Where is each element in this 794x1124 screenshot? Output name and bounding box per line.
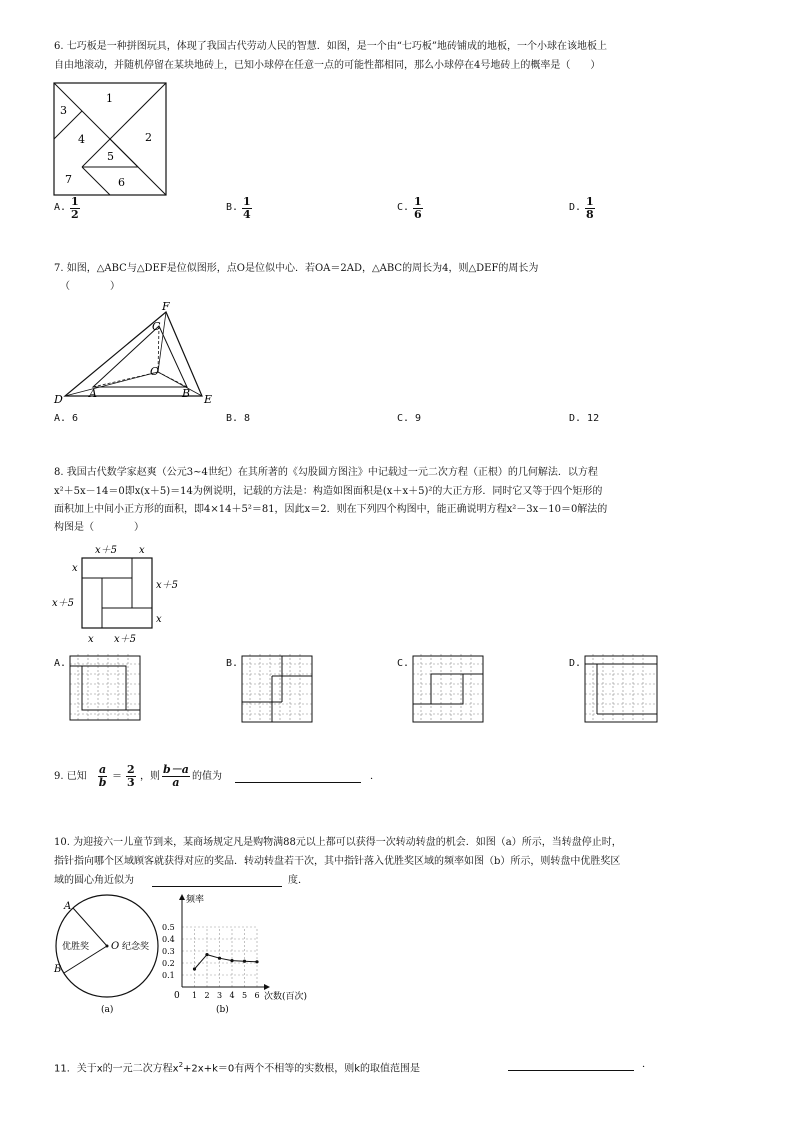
- q6-text-line2: 自由地滚动，并随机停留在某块地砖上，已知小球停在任意一点的可能性都相同，那么小球停在4号地砖上的概率是（ ）: [54, 60, 601, 71]
- q7-option-d: D. 12: [569, 413, 600, 424]
- q10-text-line1: 10. 为迎接六一儿童节到来，某商场规定凡是购物满88元以上都可以获得一次转动转盘的机会．如图（a）所示，当转盘停止时，: [54, 837, 622, 848]
- q10-text-line3-end: 度．: [288, 875, 308, 886]
- x-tick-label-0: 1: [192, 991, 198, 1000]
- q9-frac3-num: b－a: [163, 763, 189, 776]
- x-tick-label-3: 4: [229, 991, 235, 1000]
- q8-text-line4: 构图是（ ）: [54, 522, 144, 533]
- tangram-figure: [50, 80, 170, 198]
- q7-option-c: C. 9: [397, 413, 422, 424]
- q10-text-line2: 指针指向哪个区域顾客就获得对应的奖品．转动转盘若干次，其中指针落入优胜奖区域的频率如图（b）所示，则转盘中优胜奖区: [54, 856, 621, 867]
- point-label-a: A: [89, 387, 97, 400]
- x-axis-label: 次数(百次): [264, 992, 308, 1002]
- q9-then: ，则: [140, 771, 160, 782]
- point-label-d: D: [54, 393, 63, 406]
- series-point-0: [193, 967, 196, 970]
- q6-option-a-fraction: [70, 196, 80, 221]
- q8-option-b-figure: [240, 654, 314, 724]
- q11-answer-blank[interactable]: [508, 1058, 634, 1071]
- series-point-4: [243, 960, 246, 963]
- q8-label-top-x: x: [139, 545, 145, 556]
- q8-label-left-x: x: [72, 563, 78, 574]
- series-point-2: [218, 957, 221, 960]
- q9-fraction-b-minus-a-over-a: [162, 764, 190, 789]
- wheel-label-o: O: [111, 941, 120, 952]
- series-point-1: [205, 953, 208, 956]
- q6-option-c-label: C.: [397, 202, 410, 213]
- q11-text: [54, 1058, 420, 1076]
- q8-option-c-label: C.: [397, 658, 410, 669]
- q9-fraction-a-over-b: [98, 764, 107, 789]
- y-tick-label-3: 0.4: [162, 935, 175, 944]
- point-label-e: E: [204, 393, 213, 406]
- q9-frac1-den: b: [98, 776, 107, 789]
- y-tick-label-2: 0.3: [162, 947, 175, 956]
- q8-option-a-label: A.: [54, 658, 67, 669]
- tangram-label-4: 4: [78, 133, 85, 146]
- q9-prefix: 9. 已知: [54, 771, 87, 782]
- q6-option-d-fraction: [585, 196, 595, 221]
- q7-text-line1: 7. 如图，△ABC与△DEF是位似图形，点O是位似中心．若OA＝2AD，△ABC的周长为4，则△DEF的周长为: [54, 263, 539, 274]
- x-tick-label-2: 3: [217, 991, 223, 1000]
- x-tick-label-4: 5: [242, 991, 248, 1000]
- point-label-b: B: [182, 387, 191, 400]
- q11-end: ．: [642, 1059, 652, 1070]
- q11-superscript: 2: [178, 1061, 184, 1069]
- q9-answer-blank[interactable]: [235, 770, 361, 783]
- tangram-label-3: 3: [60, 104, 67, 117]
- q6-option-d-label: D.: [569, 202, 582, 213]
- series-line-0: [195, 955, 258, 969]
- q9-frac2-num: 2: [127, 763, 135, 776]
- q9-fraction-two-thirds: [126, 764, 136, 789]
- q7-option-a: A. 6: [54, 413, 79, 424]
- spinner-wheel-figure: [50, 892, 170, 1018]
- q6-option-b-fraction: [242, 196, 252, 221]
- q6-text-line1: 6. 七巧板是一种拼图玩具，体现了我国古代劳动人民的智慧．如图，是一个由“七巧板”地砖铺成的地板，一个小球在该地板上: [54, 41, 607, 52]
- q9-equals: ＝: [112, 771, 122, 782]
- q6-option-c-fraction: [413, 196, 423, 221]
- tangram-label-6: 6: [118, 176, 125, 189]
- point-label-f: F: [162, 300, 170, 313]
- tangram-label-1: 1: [106, 92, 113, 105]
- q9-end: ．: [370, 771, 380, 782]
- q8-label-bottom-x: x: [88, 634, 94, 645]
- q6-option-b-numerator: 1: [243, 195, 251, 208]
- q6-option-c-denominator: 6: [414, 208, 422, 221]
- series-point-3: [230, 959, 233, 962]
- q8-option-b-label: B.: [226, 658, 239, 669]
- q8-option-d-figure: [583, 654, 659, 724]
- q6-option-a-numerator: 1: [71, 195, 79, 208]
- q9-frac3-den: a: [172, 776, 180, 789]
- q8-label-left-x-plus-5: x＋5: [52, 598, 75, 609]
- q6-option-a-label: A.: [54, 202, 67, 213]
- point-label-c: C: [152, 320, 161, 333]
- q8-option-d-label: D.: [569, 658, 582, 669]
- q6-option-d-numerator: 1: [586, 195, 594, 208]
- q10-text-line3: 域的圆心角近似为: [54, 875, 134, 886]
- q8-label-right-x-plus-5: x＋5: [156, 580, 179, 591]
- wheel-label-b: B: [54, 964, 62, 975]
- q9-suffix: 的值为: [192, 771, 222, 782]
- q7-option-b: B. 8: [226, 413, 251, 424]
- q8-text-line1: 8. 我国古代数学家赵爽（公元3~4世纪）在其所著的《勾股圆方图注》中记载过一元二次方程（正根）的几何解法．以方程: [54, 467, 598, 478]
- q6-option-b-label: B.: [226, 202, 239, 213]
- q8-label-right-x: x: [156, 614, 162, 625]
- origin-label: 0: [174, 991, 180, 1001]
- q11-text-part2: +2x+k＝0有两个不相等的实数根，则k的取值范围是: [183, 1063, 421, 1075]
- wheel-label-win: 优胜奖: [62, 942, 90, 952]
- q9-frac1-num: a: [99, 763, 107, 776]
- wheel-label-souvenir: 纪念奖: [122, 942, 150, 952]
- tangram-label-5: 5: [107, 150, 114, 163]
- q8-text-line3: 面积加上中间小正方形的面积，即4×14＋5²＝81，因此x＝2．则在下列四个构图中，能正确说明方程x²－3x－10＝0解法的: [54, 504, 608, 515]
- q6-option-b-denominator: 4: [243, 208, 251, 221]
- wheel-label-a: A: [64, 901, 72, 912]
- q6-option-a-denominator: 2: [71, 208, 79, 221]
- y-tick-label-0: 0.1: [162, 971, 175, 980]
- y-axis-arrow: [179, 894, 185, 900]
- q8-label-bottom-x-plus-5: x＋5: [114, 634, 137, 645]
- chart-caption: (b): [216, 1005, 229, 1015]
- point-label-o: O: [150, 365, 160, 378]
- q8-label-top-x-plus-5: x＋5: [95, 545, 118, 556]
- wheel-caption: (a): [101, 1005, 114, 1015]
- q6-option-c-numerator: 1: [414, 195, 422, 208]
- y-axis-label: 频率: [186, 895, 205, 905]
- q9-frac2-den: 3: [127, 776, 135, 789]
- y-tick-label-1: 0.2: [162, 959, 175, 968]
- frequency-line-chart: [160, 892, 320, 1018]
- q8-option-a-figure: [68, 654, 142, 724]
- q6-option-d-denominator: 8: [586, 208, 594, 221]
- q10-answer-blank[interactable]: [152, 874, 282, 887]
- q11-text-part1: 11．关于x的一元二次方程x: [54, 1063, 179, 1075]
- tangram-label-7: 7: [65, 173, 72, 186]
- tangram-label-2: 2: [145, 131, 152, 144]
- q8-text-line2: x²＋5x－14＝0即x(x＋5)＝14为例说明，记载的方法是：构造如图面积是(x＋x＋5)²的大正方形．同时它又等于四个矩形的: [54, 486, 603, 497]
- y-tick-label-4: 0.5: [162, 923, 175, 932]
- x-tick-label-5: 6: [254, 991, 260, 1000]
- q7-text-line2: （ ）: [60, 281, 120, 292]
- q8-option-c-figure: [411, 654, 485, 724]
- x-tick-label-1: 2: [204, 991, 210, 1000]
- series-point-5: [255, 960, 258, 963]
- x-axis-arrow: [264, 984, 270, 990]
- zhao-shuang-square-figure: [50, 540, 190, 648]
- similar-triangles-figure: [50, 300, 220, 406]
